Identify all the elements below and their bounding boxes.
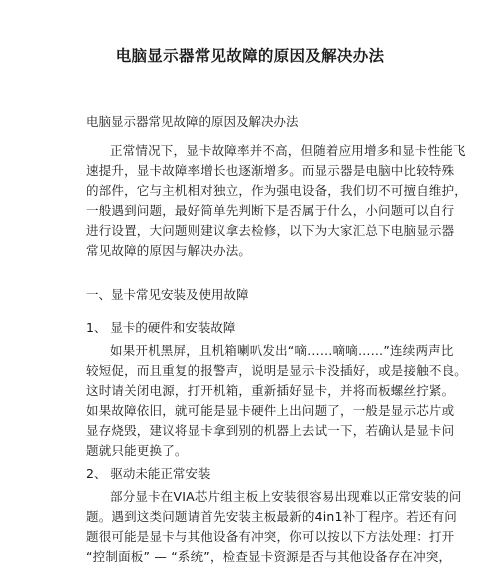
subsection-heading: 2、 驱动未能正常安装 xyxy=(86,466,211,481)
text-line: 一般遇到问题，最好简单先判断下是否属于什么，小问题可以自行 xyxy=(86,203,455,218)
paragraph-2 xyxy=(86,487,462,567)
text-line: 速提升，显卡故障率增长也逐渐增多。而显示器是电脑中比较特殊 xyxy=(86,163,455,178)
document-subtitle: 电脑显示器常见故障的原因及解决办法 xyxy=(86,114,299,129)
text-line: 题。遇到这类问题请首先安装主板最新的4in1补丁程序。若还有问 xyxy=(86,509,458,524)
text-line: 较短促，而且重复的报警声，说明是显示卡没插好，或是接触不良。 xyxy=(86,363,468,378)
text-line: 正常情况下，显卡故障率并不高，但随着应用增多和显卡性能飞 xyxy=(110,143,466,158)
document-title: 电脑显示器常见故障的原因及解决办法 xyxy=(115,47,385,65)
paragraph-1 xyxy=(86,341,468,461)
text-line: 部分显卡在VIA芯片组主板上安装很容易出现难以正常安装的问 xyxy=(110,489,462,504)
section-heading: 一、显卡常见安装及使用故障 xyxy=(86,287,249,302)
text-line: 的部件，它与主机相对独立，作为强电设备，我们切不可擅自维护， xyxy=(86,183,468,198)
text-line: 常见故障的原因与解决办法。 xyxy=(86,243,252,258)
subsection-heading: 1、 显卡的硬件和安装故障 xyxy=(86,320,236,335)
intro-paragraph xyxy=(86,141,468,261)
text-line: 这时请关闭电源，打开机箱，重新插好显卡，并将而板螺丝拧紧。 xyxy=(86,383,455,398)
text-line: 题很可能是显卡与其他设备有冲突，你可以按以下方法处理：打开 xyxy=(86,529,455,544)
text-line: 题就只能更换了。 xyxy=(86,443,188,458)
text-line: 进行设置，大问题则建议拿去检修，以下为大家汇总下电脑显示器 xyxy=(86,223,455,238)
text-line: 如果故障依旧，就可能是显卡硬件上出问题了，一般是显示芯片或 xyxy=(86,403,455,418)
text-line: “控制面板” — “系统”，检查显卡资源是否与其他设备存在冲突， xyxy=(86,549,452,564)
text-line: 如果开机黑屏，且机箱喇叭发出“嘀……嘀嘀……”连续两声比 xyxy=(110,343,454,358)
text-line: 显存烧毁，建议将显卡拿到别的机器上去试一下，若确认是显卡问 xyxy=(86,423,455,438)
